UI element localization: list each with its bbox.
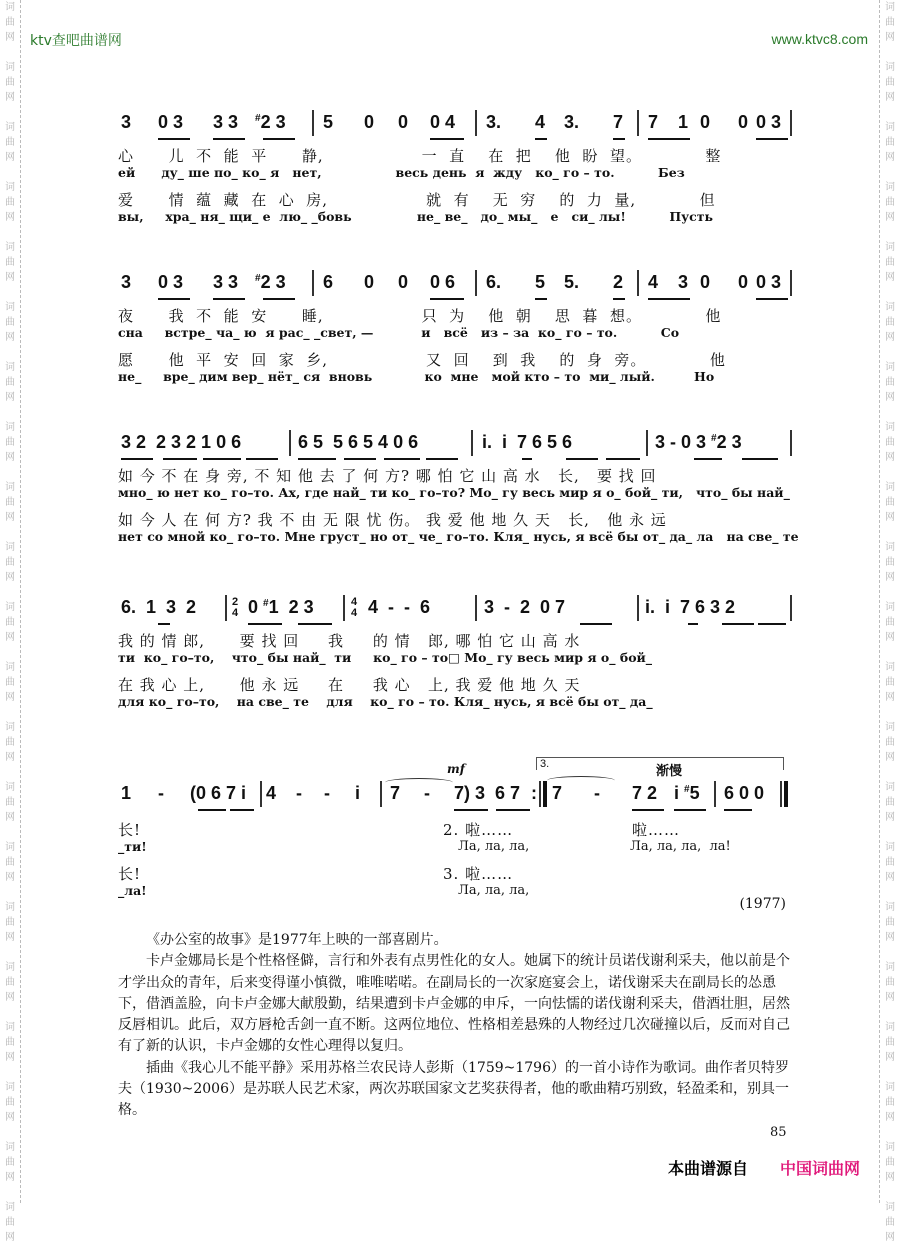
- watermark-glyph: 曲: [885, 17, 895, 28]
- dynamic-marking: mf: [447, 762, 465, 776]
- watermark-glyph: 曲: [5, 857, 15, 868]
- source-site-link[interactable]: 中国词曲网: [780, 1159, 861, 1178]
- watermark-glyph: 词: [885, 902, 895, 913]
- watermark-glyph: 曲: [885, 1097, 895, 1108]
- watermark-glyph: 词: [885, 362, 895, 373]
- watermark-glyph: 曲: [5, 677, 15, 688]
- watermark-glyph: 曲: [5, 1157, 15, 1168]
- notes-line: 1 - (0 6 7 i 4 - - i 7 - 7) 3 6 7 : 7 - 7 2 i #5 6 0 0: [118, 783, 790, 811]
- watermark-glyph: 曲: [885, 137, 895, 148]
- watermark-glyph: 曲: [885, 377, 895, 388]
- lyric-line-zh-1: 我 的 情 郎, 要 找 回 我 的 情 郎, 哪 怕 它 山 高 水: [118, 632, 581, 650]
- lyric-line-zh-2: 爱 情 蕴 藏 在 心 房, 就 有 无 穷 的 力 量, 但: [118, 191, 716, 209]
- lyric-line-ru-1: сна встре_ ча_ ю я рас_ _свет, — и всё из – за ко_ го – то. Со: [118, 325, 680, 340]
- watermark-glyph: 词: [5, 62, 15, 73]
- watermark-glyph: 词: [885, 1202, 895, 1213]
- watermark-glyph: 曲: [5, 377, 15, 388]
- watermark-glyph: 词: [885, 62, 895, 73]
- watermark-glyph: 网: [885, 32, 895, 43]
- watermark-glyph: 曲: [885, 737, 895, 748]
- watermark-glyph: 词: [5, 542, 15, 553]
- lyric-line-ru-1: _ти!: [118, 839, 147, 854]
- lyric-line-ru-2: нет со мной ко_ го–то. Мне груст_ но от_ че_ го–то. Кля_ нусь, я всё бы от_ да_ ла на све_ те: [118, 529, 799, 544]
- ending-lyric-verse2-ru: Ла, ла, ла,: [458, 839, 530, 854]
- description-text: [118, 930, 790, 1122]
- watermark-glyph: 词: [5, 2, 15, 13]
- watermark-glyph: 网: [885, 992, 895, 1003]
- watermark-glyph: 网: [5, 212, 15, 223]
- watermark-glyph: 曲: [5, 977, 15, 988]
- watermark-glyph: 曲: [5, 17, 15, 28]
- watermark-glyph: 网: [885, 452, 895, 463]
- volta-label: 3.: [540, 758, 550, 770]
- lyric-line-zh-2: 在 我 心 上, 他 永 远 在 我 心 上, 我 爱 他 地 久 天: [118, 676, 581, 694]
- watermark-glyph: 网: [5, 1052, 15, 1063]
- watermark-glyph: 网: [885, 872, 895, 883]
- lyric-line-zh-2: 长!: [118, 865, 142, 883]
- watermark-glyph: 曲: [885, 1157, 895, 1168]
- watermark-glyph: 网: [5, 692, 15, 703]
- watermark-glyph: 曲: [5, 917, 15, 928]
- composition-year: (1977): [739, 896, 786, 912]
- watermark-glyph: 词: [885, 722, 895, 733]
- notes-line: 6. 1 3 2 2 4 0 #1 2 3 4 4 4 - - 6 3 - 2 0 7 i. i 7 6 3 2: [118, 597, 790, 625]
- watermark-glyph: 词: [5, 182, 15, 193]
- watermark-glyph: 词: [5, 482, 15, 493]
- watermark-glyph: 网: [5, 992, 15, 1003]
- ending-lyric-verse2-zh: 2. 啦……: [443, 821, 514, 839]
- watermark-glyph: 曲: [5, 1037, 15, 1048]
- ending-lyric-verse3-ru: Ла, ла, ла,: [458, 883, 530, 898]
- lyric-line-zh-2: 愿 他 平 安 回 家 乡, 又 回 到 我 的 身 旁。 他: [118, 351, 726, 369]
- watermark-glyph: 曲: [885, 857, 895, 868]
- watermark-glyph: 网: [5, 752, 15, 763]
- watermark-glyph: 网: [5, 272, 15, 283]
- watermark-glyph: 网: [5, 392, 15, 403]
- watermark-glyph: 网: [885, 932, 895, 943]
- watermark-glyph: 词: [5, 842, 15, 853]
- watermark-glyph: 网: [885, 512, 895, 523]
- watermark-glyph: 词: [5, 1022, 15, 1033]
- watermark-glyph: 网: [885, 632, 895, 643]
- watermark-glyph: 网: [5, 1232, 15, 1243]
- lyric-line-ru-2: для ко_ го–то, на све_ те для ко_ го – то. Кля_ нусь, я всё бы от_ да_: [118, 694, 653, 709]
- watermark-glyph: 词: [5, 962, 15, 973]
- watermark-glyph: 曲: [5, 557, 15, 568]
- lyric-line-zh-1: 心 儿 不 能 平 静, 一 直 在 把 他 盼 望。 整: [118, 147, 722, 165]
- watermark-glyph: 网: [5, 812, 15, 823]
- watermark-glyph: 曲: [885, 1217, 895, 1228]
- watermark-glyph: 网: [885, 152, 895, 163]
- watermark-glyph: 网: [885, 692, 895, 703]
- watermark-glyph: 词: [885, 962, 895, 973]
- watermark-glyph: 网: [885, 1232, 895, 1243]
- watermark-glyph: 网: [5, 92, 15, 103]
- paragraph-3: 插曲《我心儿不能平静》采用苏格兰农民诗人彭斯（1759~1796）的一首小诗作为歌词。曲作者贝特罗夫（1930~2006）是苏联人民艺术家，两次苏联国家文艺奖获得者，他的歌曲精巧别致，轻盈柔和，别具一格。: [118, 1059, 789, 1119]
- watermark-glyph: 词: [5, 662, 15, 673]
- watermark-glyph: 词: [5, 1142, 15, 1153]
- watermark-glyph: 词: [885, 302, 895, 313]
- watermark-glyph: 曲: [885, 257, 895, 268]
- lyric-line-ru-1: ей ду_ ше по_ ко_ я нет, весь день я жду ко_ го – то. Без: [118, 165, 685, 180]
- watermark-glyph: 词: [5, 1082, 15, 1093]
- watermark-glyph: 曲: [885, 677, 895, 688]
- watermark-glyph: 网: [885, 212, 895, 223]
- watermark-glyph: 网: [885, 572, 895, 583]
- watermark-glyph: 词: [885, 482, 895, 493]
- ending-lyric-final-zh: 啦……: [632, 821, 681, 839]
- watermark-glyph: 词: [885, 542, 895, 553]
- watermark-glyph: 曲: [5, 317, 15, 328]
- watermark-glyph: 词: [885, 1142, 895, 1153]
- source-label: 本曲谱源自: [668, 1159, 749, 1178]
- watermark-glyph: 曲: [885, 77, 895, 88]
- ending-lyric-final-ru: Ла, ла, ла, ла!: [630, 839, 731, 854]
- notes-line: 3 0 3 3 3 #2 3 6 0 0 0 6 6. 5 5. 2 4 3 0 0 0 3: [118, 272, 790, 300]
- watermark-glyph: 词: [885, 1022, 895, 1033]
- watermark-glyph: 曲: [885, 1037, 895, 1048]
- watermark-glyph: 曲: [5, 1217, 15, 1228]
- watermark-glyph: 网: [5, 872, 15, 883]
- watermark-glyph: 网: [885, 272, 895, 283]
- watermark-glyph: 词: [885, 662, 895, 673]
- notes-line: 3 0 3 3 3 #2 3 5 0 0 0 4 3. 4 3. 7 7 1 0 0 0 3: [118, 112, 790, 140]
- page-number: 85: [770, 1125, 787, 1140]
- watermark-glyph: 曲: [5, 257, 15, 268]
- watermark-glyph: 网: [885, 1112, 895, 1123]
- watermark-glyph: 网: [885, 812, 895, 823]
- watermark-glyph: 曲: [5, 137, 15, 148]
- watermark-glyph: 词: [885, 122, 895, 133]
- lyric-line-ru-2: не_ вре_ дим вер_ нёт_ ся вновь ко мне мой кто – то ми_ лый. Но: [118, 369, 715, 384]
- watermark-glyph: 词: [5, 782, 15, 793]
- site-name-header[interactable]: ktv查吧曲谱网: [30, 33, 122, 49]
- watermark-glyph: 网: [5, 1172, 15, 1183]
- watermark-glyph: 曲: [5, 197, 15, 208]
- watermark-glyph: 曲: [5, 1097, 15, 1108]
- watermark-glyph: 词: [885, 2, 895, 13]
- watermark-glyph: 网: [5, 932, 15, 943]
- watermark-glyph: 词: [885, 422, 895, 433]
- watermark-glyph: 词: [5, 722, 15, 733]
- watermark-glyph: 词: [5, 602, 15, 613]
- watermark-glyph: 网: [885, 92, 895, 103]
- watermark-glyph: 词: [5, 242, 15, 253]
- notes-line: 3 2 2 3 2 1 0 6 6 5 5 6 5 4 0 6 i. i 7 6 5 6 3 - 0 3 #2 3: [118, 432, 790, 460]
- watermark-glyph: 网: [5, 1112, 15, 1123]
- lyric-line-ru-2: _ла!: [118, 883, 147, 898]
- lyric-line-zh-1: 长!: [118, 821, 142, 839]
- lyric-line-zh-1: 如 今 不 在 身 旁, 不 知 他 去 了 何 方? 哪 怕 它 山 高 水 长, 要 找 回: [118, 467, 657, 485]
- left-watermark-strip: [0, 0, 21, 1243]
- watermark-glyph: 词: [885, 1082, 895, 1093]
- watermark-glyph: 曲: [885, 977, 895, 988]
- watermark-glyph: 曲: [885, 617, 895, 628]
- lyric-line-zh-2: 如 今 人 在 何 方? 我 不 由 无 限 忧 伤。 我 爱 他 地 久 天 长, 他 永 远: [118, 511, 667, 529]
- ending-lyric-verse3-zh: 3. 啦……: [443, 865, 514, 883]
- watermark-glyph: 词: [885, 782, 895, 793]
- lyric-line-ru-2: вы, хра_ ня_ щи_ е лю_ _бовь не_ ве_ до_ мы_ е си_ лы! Пусть: [118, 209, 713, 224]
- watermark-glyph: 网: [5, 332, 15, 343]
- watermark-glyph: 网: [5, 32, 15, 43]
- watermark-glyph: 网: [885, 332, 895, 343]
- watermark-glyph: 曲: [885, 437, 895, 448]
- watermark-glyph: 网: [885, 1172, 895, 1183]
- watermark-glyph: 网: [885, 392, 895, 403]
- watermark-glyph: 词: [885, 182, 895, 193]
- watermark-glyph: 词: [5, 422, 15, 433]
- watermark-glyph: 网: [5, 512, 15, 523]
- watermark-glyph: 曲: [5, 497, 15, 508]
- watermark-glyph: 词: [5, 302, 15, 313]
- watermark-glyph: 词: [885, 602, 895, 613]
- watermark-glyph: 网: [5, 632, 15, 643]
- watermark-glyph: 曲: [5, 77, 15, 88]
- watermark-glyph: 词: [885, 842, 895, 853]
- watermark-glyph: 网: [5, 152, 15, 163]
- lyric-line-zh-1: 夜 我 不 能 安 睡, 只 为 他 朝 思 暮 想。 他: [118, 307, 722, 325]
- lyric-line-ru-1: мно_ ю нет ко_ го–то. Ах, где най_ ти ко_ го–то? Мо_ гу весь мир я о_ бой_ ти, что_ бы най_: [118, 485, 790, 500]
- site-url-header[interactable]: www.ktvc8.com: [771, 31, 868, 47]
- watermark-glyph: 网: [885, 752, 895, 763]
- watermark-glyph: 曲: [5, 797, 15, 808]
- watermark-glyph: 曲: [885, 317, 895, 328]
- watermark-glyph: 词: [5, 902, 15, 913]
- watermark-glyph: 网: [5, 572, 15, 583]
- watermark-glyph: 曲: [885, 797, 895, 808]
- watermark-glyph: 曲: [885, 557, 895, 568]
- watermark-glyph: 词: [5, 122, 15, 133]
- watermark-glyph: 词: [5, 1202, 15, 1213]
- watermark-glyph: 词: [5, 362, 15, 373]
- watermark-glyph: 曲: [5, 617, 15, 628]
- watermark-glyph: 曲: [5, 437, 15, 448]
- right-watermark-strip: [879, 0, 900, 1243]
- watermark-glyph: 曲: [885, 917, 895, 928]
- watermark-glyph: 曲: [885, 497, 895, 508]
- lyric-line-ru-1: ти ко_ го–то, что_ бы най_ ти ко_ го – то□ Мо_ гу весь мир я о_ бой_: [118, 650, 653, 665]
- watermark-glyph: 曲: [5, 737, 15, 748]
- watermark-glyph: 网: [5, 452, 15, 463]
- paragraph-1: 《办公室的故事》是1977年上映的一部喜剧片。: [146, 932, 448, 948]
- watermark-glyph: 网: [885, 1052, 895, 1063]
- watermark-glyph: 词: [885, 242, 895, 253]
- paragraph-2: 卡卢金娜局长是个性格怪僻，言行和外表有点男性化的女人。她属下的统计员诺伐谢利采夫，他以前是个才学出众的青年，后来变得谨小慎微，唯唯喏喏。在副局长的一次家庭宴会上，诺伐谢采夫在副局长的怂恿下，借酒盖脸，向卡卢金娜大献殷勤，结果遭到卡卢金娜的申斥，一向怯懦的诺伐谢利采夫，借酒壮胆，居然反唇相讥。此后，双方唇枪舌剑一直不断。这两位地位、性格相差悬殊的人物经过几次碰撞以后，反而对自己有了新的认识，卡卢金娜的女性心理得以复归。: [118, 953, 790, 1055]
- watermark-glyph: 曲: [885, 197, 895, 208]
- tempo-marking: 渐慢: [656, 764, 683, 779]
